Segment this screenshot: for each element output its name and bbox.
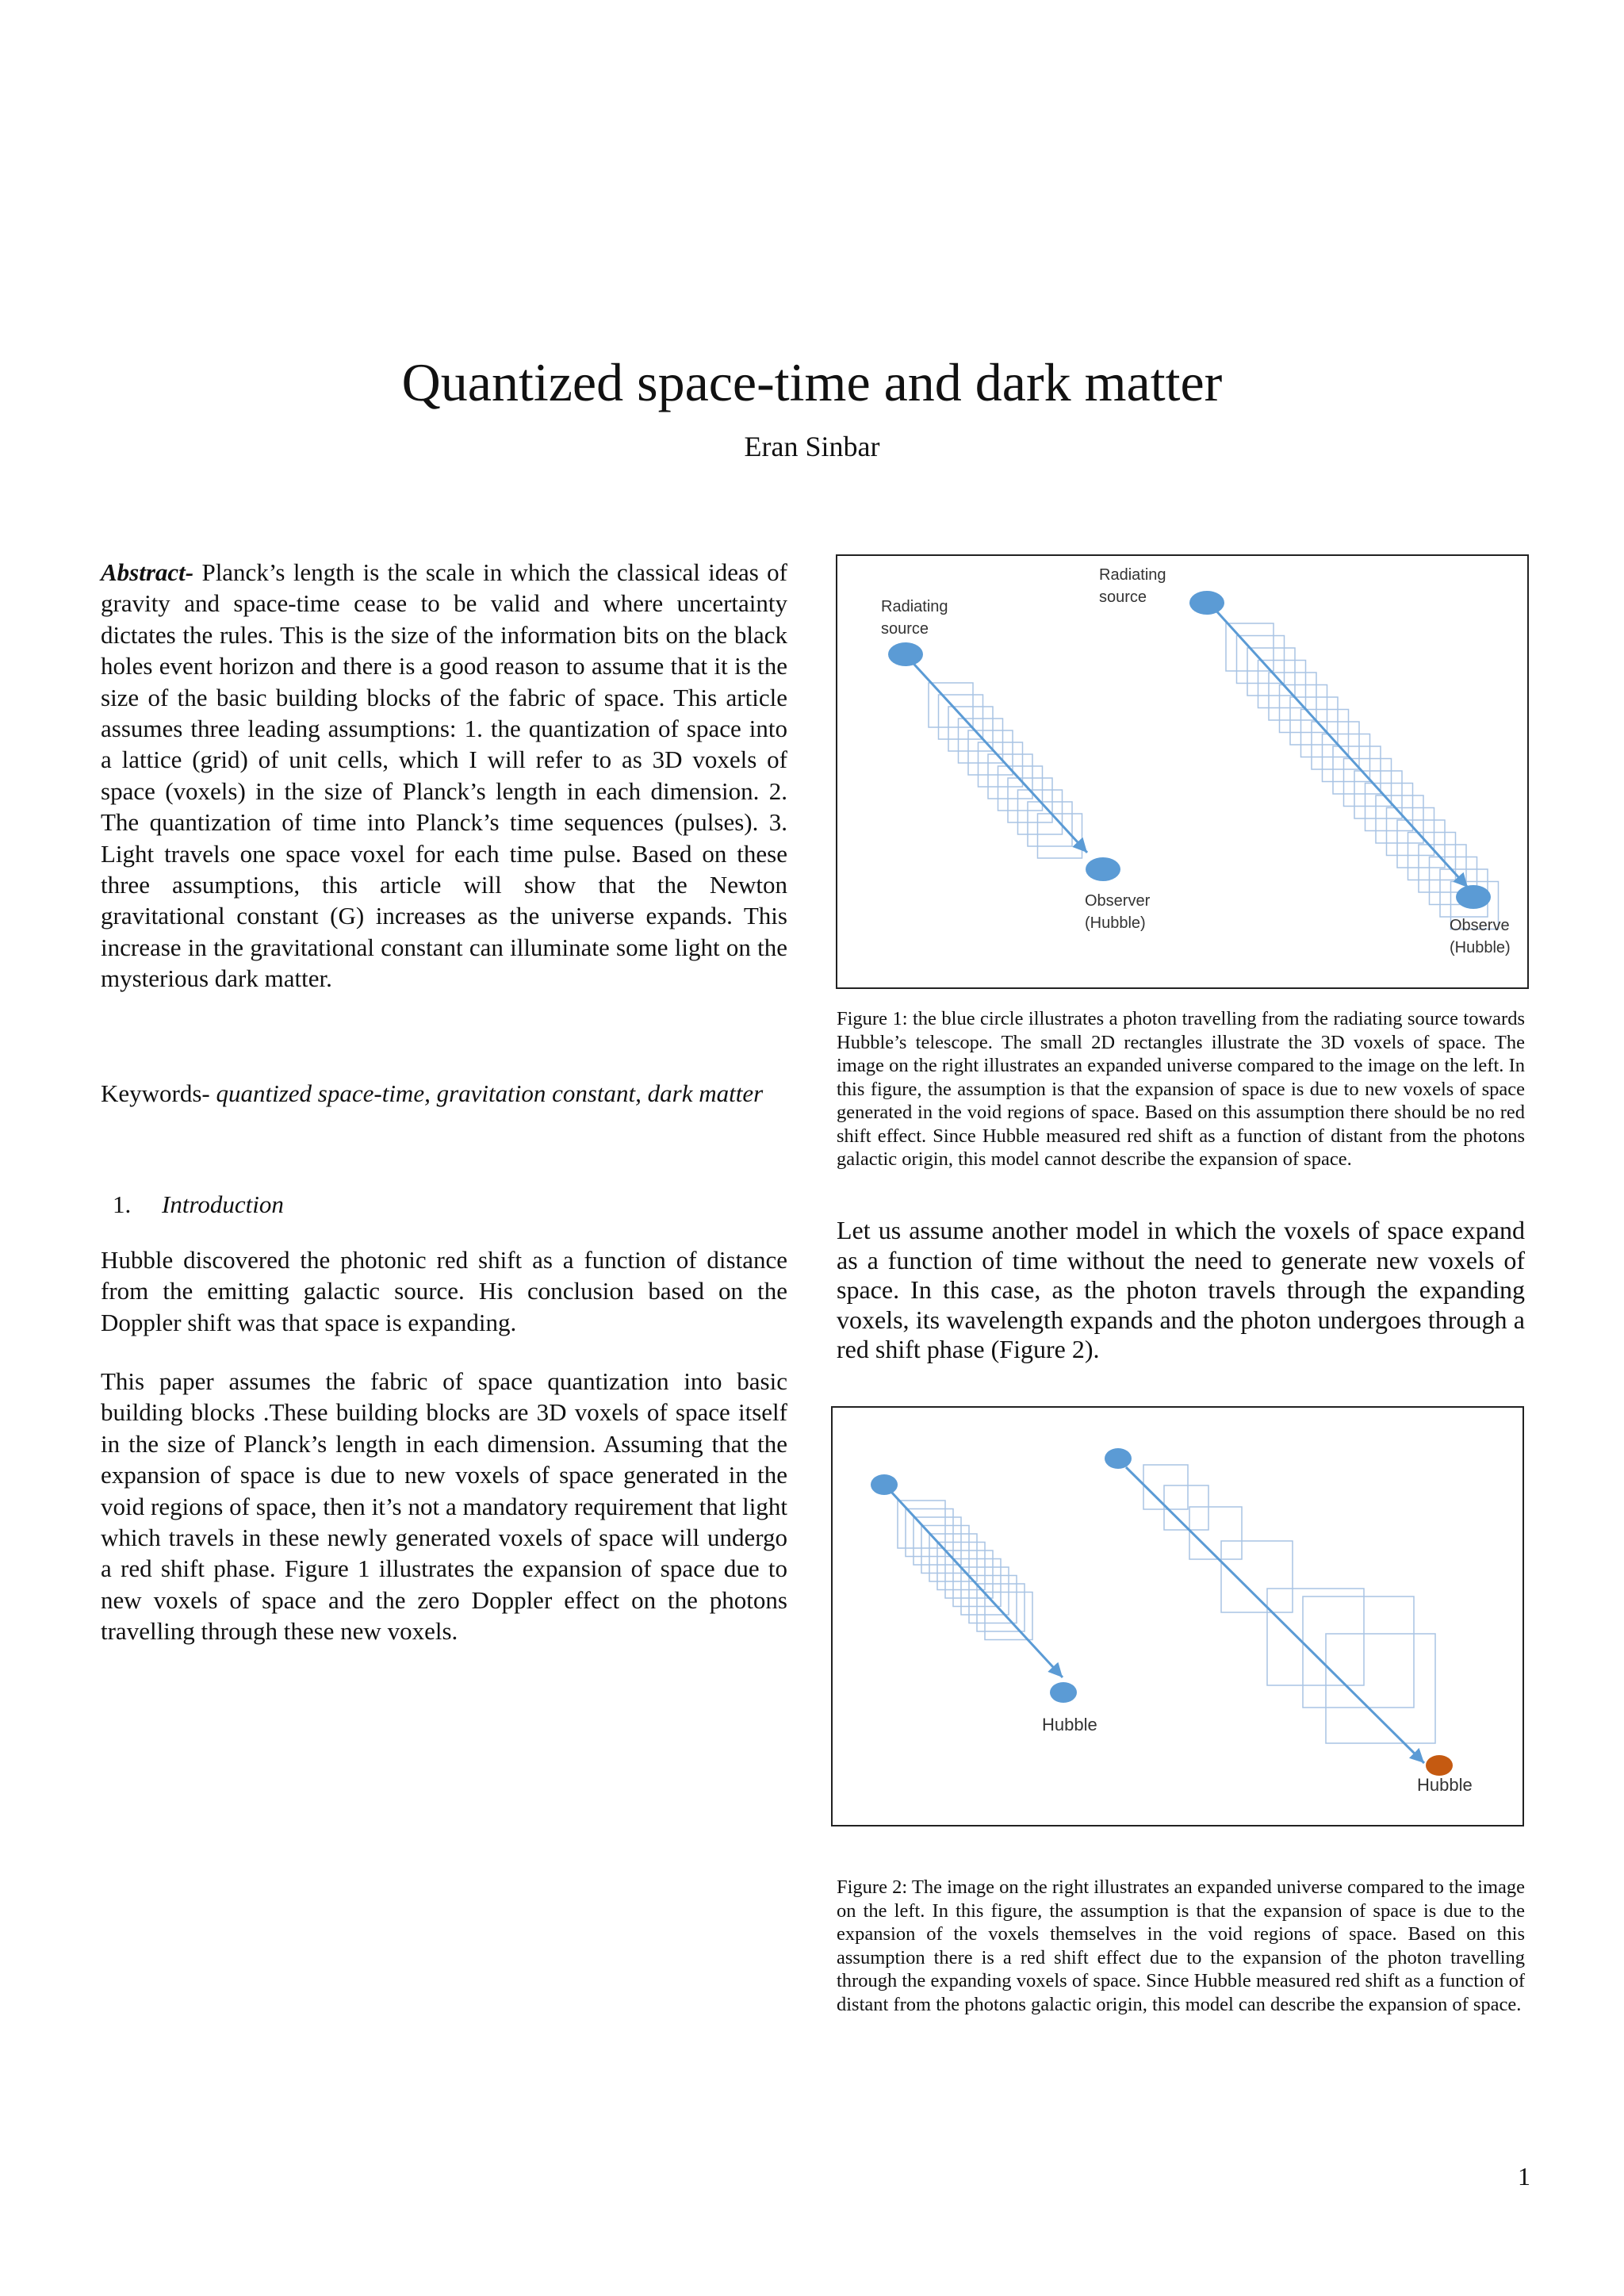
source-label-line1: Radiating <box>1099 566 1166 584</box>
keywords-text: quantized space-time, gravitation constant, dark matter <box>209 1079 764 1107</box>
source-label-line1: Radiating <box>881 598 948 615</box>
voxel-square <box>1397 820 1445 868</box>
photon-path-arrow <box>1126 1467 1424 1763</box>
figure-1 <box>836 554 1529 989</box>
section-title: Introduction <box>162 1190 284 1218</box>
redshifted-observer-circle <box>1426 1755 1453 1776</box>
voxel-square <box>948 707 993 751</box>
voxel-square <box>1419 845 1466 892</box>
keywords <box>101 1071 787 1117</box>
voxel-square <box>1303 1596 1414 1708</box>
observer-label-line2: (Hubble) <box>1450 939 1511 956</box>
voxel-square <box>1189 1507 1242 1559</box>
abstract <box>101 557 787 995</box>
voxel-square <box>968 730 1013 775</box>
photon-source-circle <box>1189 591 1224 615</box>
voxel-square <box>1323 734 1370 782</box>
body-paragraph-right: Let us assume another model in which the voxels of space expand as a function of time without the need to generate new voxels of space. In this case, as the photon travels through the expanding voxels, its wavelength expands and the photon undergoes through a red shift phase (Figure 2). <box>837 1216 1525 1363</box>
intro-paragraph-2: This paper assumes the fabric of space quantization into basic building blocks .These building blocks are 3D voxels of space itself in the size of Planck’s length in each dimension. Assuming that the expansion of space is due to new voxels of space generated in the void regions of space, then it’s not a mandatory requirement that light which travels in these newly generated voxels of space will undergo a red shift phase. Figure 1 illustrates the expansion of space due to new voxels of space and the zero Doppler effect on the photons travelling through these new voxels. <box>101 1367 787 1646</box>
voxel-square <box>1408 833 1456 880</box>
voxel-square <box>1267 1589 1364 1685</box>
voxel-square <box>1018 790 1063 834</box>
voxel-grid-expanding <box>1143 1465 1435 1743</box>
voxel-square <box>1221 1541 1293 1612</box>
source-label-line2: source <box>1099 588 1147 606</box>
figure-1-caption: Figure 1: the blue circle illustrates a photon travelling from the radiating source towards Hubble’s telescope. The small 2D rectangles illustrate the 3D voxels of space. The image on the right illustrates an expanded universe compared to the image on the left. In this figure, the assumption is that the expansion of space is due to new voxels of space generated in the void regions of space. Based on this assumption there should be no red shift effect. Since Hubble measured red shift as a function of distant from the photons galactic origin, this model cannot describe the expansion of space. <box>837 1008 1525 1170</box>
abstract-label: Abstract- <box>101 558 194 586</box>
section-heading-introduction <box>113 1189 668 1221</box>
photon-source-circle <box>888 642 923 666</box>
voxel-square <box>1365 784 1413 831</box>
voxel-square <box>1312 722 1359 769</box>
observer-circle <box>1456 885 1491 909</box>
intro-paragraph-1: Hubble discovered the photonic red shift as a function of distance from the emitting galactic source. His conclusion based on the Doppler shift was that space is expanding. <box>101 1246 787 1336</box>
voxel-square <box>959 719 1003 763</box>
voxel-square <box>988 754 1032 799</box>
observer-circle <box>1086 857 1120 881</box>
figure-2-diagram <box>833 1408 1522 1825</box>
voxel-square <box>1333 746 1381 794</box>
voxel-square <box>1143 1465 1188 1509</box>
source-label-line2: source <box>881 620 929 638</box>
voxel-square <box>1387 808 1434 856</box>
figure-1-diagram <box>837 556 1527 987</box>
photon-source-circle <box>871 1474 898 1495</box>
photon-path-arrow <box>890 1490 1063 1677</box>
voxel-square <box>1008 778 1052 822</box>
voxel-square <box>1344 759 1392 807</box>
voxel-square <box>1164 1485 1208 1530</box>
abstract-text: Planck’s length is the scale in which the classical ideas of gravity and space-time cease to be valid and where uncertainty dictates the rules. This is the size of the information bits on the black holes event horizon and there is a good reason to assume that it is the size of the basic building blocks of the fabric of space. This article assumes three leading assumptions: 1. the quantization of space into a lattice (grid) of unit cells, which I will refer to as 3D voxels of space (voxels) in the size of Planck’s length in each dimension. 2. The quantization of time into Planck’s time sequences (pulses). 3. Light travels one space voxel for each time pulse. Based on these three assumptions, this article will show that the Newton gravitational constant (G) increases as the universe expands. This increase in the gravitational constant can illuminate some light on the mysterious dark matter. <box>101 558 787 993</box>
voxel-square <box>979 742 1023 787</box>
page-number: 1 <box>1518 2162 1530 2191</box>
voxel-square <box>1354 771 1402 818</box>
voxel-square <box>1326 1634 1435 1743</box>
voxel-grid-expanded <box>1226 623 1499 930</box>
voxel-square <box>1376 795 1423 843</box>
figure-2-caption: Figure 2: The image on the right illustrates an expanded universe compared to the image on the left. In this figure, the assumption is that the expansion of space is due to the expansion of the voxels themselves in the void regions of space. Based on this assumption there is a red shift effect due to the expansion of the photon travelling through the expanding voxels of space. Since Hubble measured red shift as a function of distant from the photons galactic origin, this model can describe the expansion of space. <box>837 1876 1525 2015</box>
photon-source-circle <box>1105 1448 1132 1469</box>
voxel-square <box>1028 802 1072 846</box>
voxel-square <box>998 766 1043 811</box>
section-number: 1. <box>113 1190 132 1218</box>
observer-circle <box>1050 1682 1077 1703</box>
observer-label-line2: (Hubble) <box>1085 914 1146 932</box>
author-name: Eran Sinbar <box>744 431 880 462</box>
observer-label: Hubble <box>1042 1715 1097 1734</box>
paper-title: Quantized space-time and dark matter <box>401 352 1223 412</box>
observer-label-line1: Observe <box>1450 917 1510 934</box>
keywords-label: Keywords- <box>101 1079 210 1107</box>
voxel-grid-small <box>929 683 1082 858</box>
observer-label: Hubble <box>1417 1775 1473 1795</box>
photon-path-arrow <box>1213 608 1468 887</box>
photon-path-arrow <box>907 657 1087 853</box>
figure-2 <box>831 1406 1524 1826</box>
observer-label-line1: Observer <box>1085 892 1151 910</box>
voxel-square <box>1038 814 1082 858</box>
